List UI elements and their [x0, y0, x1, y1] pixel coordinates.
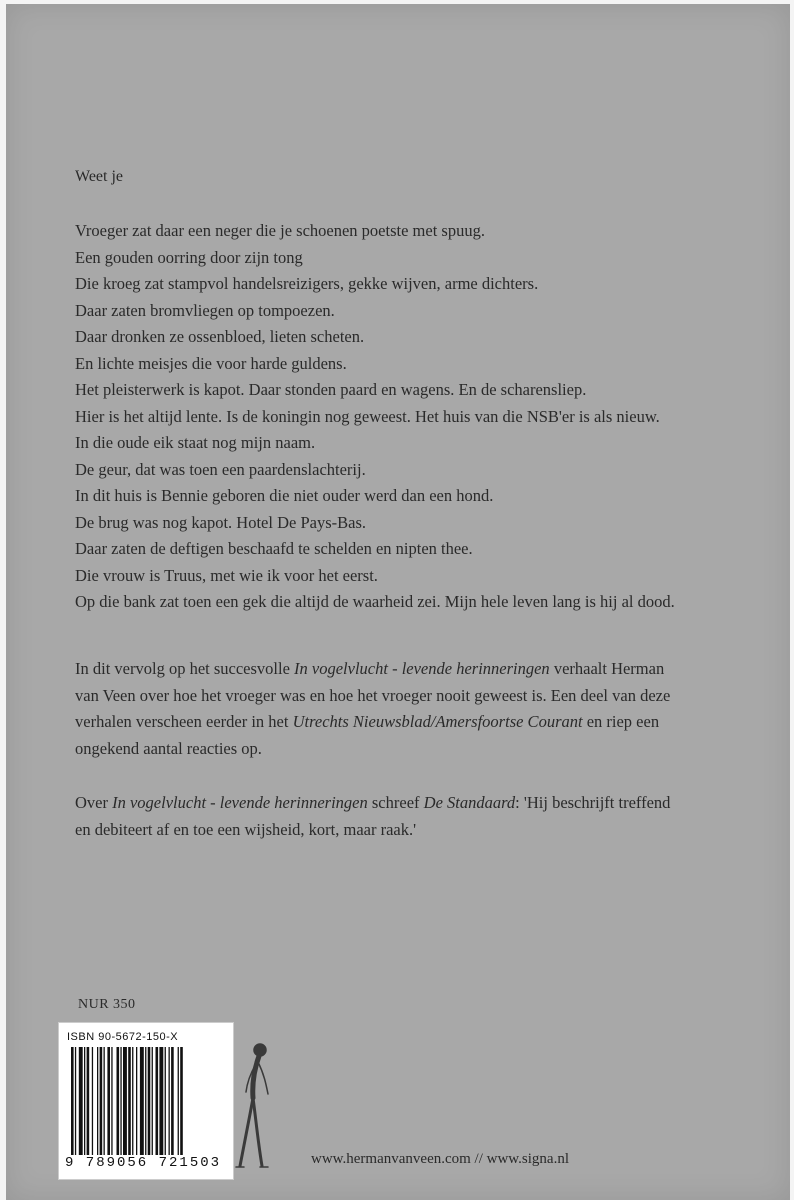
blurb-text-end: en riep een ongekend aantal reacties op.: [75, 712, 660, 758]
poem-line: Die vrouw is Truus, met wie ik voor het eerst.: [75, 565, 378, 585]
barcode-bar: [87, 1047, 90, 1155]
barcode: [58, 1022, 234, 1180]
poem-line: Daar dronken ze ossenbloed, lieten scheten.: [75, 327, 365, 346]
quote-mid: schreef: [367, 793, 424, 812]
poem-line: De brug was nog kapot. Hotel De Pays-Bas.: [75, 512, 366, 532]
barcode-bar: [145, 1047, 146, 1155]
barcode-bars: [71, 1047, 223, 1155]
poem-line: Een gouden oorring door zijn tong: [75, 247, 303, 267]
barcode-bar: [140, 1047, 144, 1155]
blurb-text: verhaalt Herman van Veen over hoe het vroeger was en hoe het vroeger nooit geweest is. Een deel van deze verhalen verscheen eerder in het: [75, 659, 671, 731]
poem-line: Vroeger zat daar een neger die je schoenen poetste met spuug.: [75, 221, 485, 240]
barcode-bar: [178, 1047, 179, 1155]
poem-line: De geur, dat was toen een paardenslachterij.: [75, 459, 366, 479]
barcode-bar: [132, 1047, 133, 1155]
barcode-bar: [180, 1047, 183, 1155]
barcode-bar: [117, 1047, 120, 1155]
poem-line: Op die bank zat toen een gek die altijd de waarheid zei. Mijn hele leven lang is hij al dood.: [75, 592, 675, 611]
poem-title: Weet je: [75, 168, 124, 185]
barcode-bar: [84, 1047, 85, 1155]
poem-line: Daar zaten de deftigen beschaafd te schelden en nipten thee.: [75, 539, 473, 558]
poem-line: Het pleisterwerk is kapot. Daar stonden paard en wagens. En de scharensliep.: [75, 380, 587, 399]
barcode-bar: [123, 1047, 127, 1155]
barcode-bar: [92, 1047, 93, 1155]
barcode-bar: [156, 1047, 159, 1155]
barcode-bar: [111, 1047, 112, 1155]
barcode-bar: [75, 1047, 76, 1155]
poem-line: Die kroeg zat stampvol handelsreizigers, gekke wijven, arme dichters.: [75, 274, 539, 293]
quote-intro: Over: [75, 793, 113, 812]
barcode-bar: [120, 1047, 121, 1155]
blurb-newspaper: Utrechts Nieuwsblad/Amersfoortse Courant: [292, 712, 583, 731]
quote-text: : 'Hij beschrijft treffend en debiteert af en toe een wijsheid, kort, maar raak.': [75, 793, 671, 839]
poem-line: In die oude eik staat nog mijn naam.: [75, 433, 316, 452]
barcode-bar: [136, 1047, 137, 1155]
poem-line: In dit huis is Bennie geboren die niet ouder werd dan een hond.: [75, 486, 494, 505]
nur-code: NUR 350: [78, 997, 136, 1012]
barcode-bar: [152, 1047, 153, 1155]
barcode-bar: [107, 1047, 110, 1155]
back-cover: [6, 4, 790, 1200]
barcode-bar: [104, 1047, 105, 1155]
poem-line: Hier is het altijd lente. Is de koningin nog geweest. Het huis van die NSB'er is als nieuw.: [75, 406, 660, 426]
blurb-book-title: In vogelvlucht - levende herinneringen: [294, 659, 550, 678]
barcode-bar: [165, 1047, 166, 1155]
poem: [75, 218, 675, 616]
barcode-bar: [97, 1047, 98, 1155]
barcode-bar: [100, 1047, 103, 1155]
barcode-bar: [71, 1047, 74, 1155]
blurb-intro: In dit vervolg op het succesvolle: [75, 659, 295, 678]
poem-line: En lichte meisjes die voor harde guldens.: [75, 353, 347, 373]
barcode-bar: [169, 1047, 170, 1155]
barcode-bar: [79, 1047, 83, 1155]
review-quote: [75, 790, 675, 843]
blurb-paragraph: [75, 656, 675, 762]
website-links: www.hermanvanveen.com // www.signa.nl: [311, 1151, 569, 1167]
quote-source: De Standaard: [423, 793, 516, 812]
barcode-bar: [171, 1047, 174, 1155]
poem-line: Daar zaten bromvliegen op tompoezen.: [75, 300, 335, 320]
barcode-bar: [128, 1047, 131, 1155]
barcode-bar: [159, 1047, 163, 1155]
quote-book-title: In vogelvlucht - levende herinneringen: [112, 793, 368, 812]
isbn-label: ISBN 90-5672-150-X: [67, 1031, 179, 1043]
barcode-bar: [148, 1047, 151, 1155]
walking-figure-logo: [234, 1040, 276, 1172]
ean-number: 9 789056 721503: [65, 1155, 222, 1171]
